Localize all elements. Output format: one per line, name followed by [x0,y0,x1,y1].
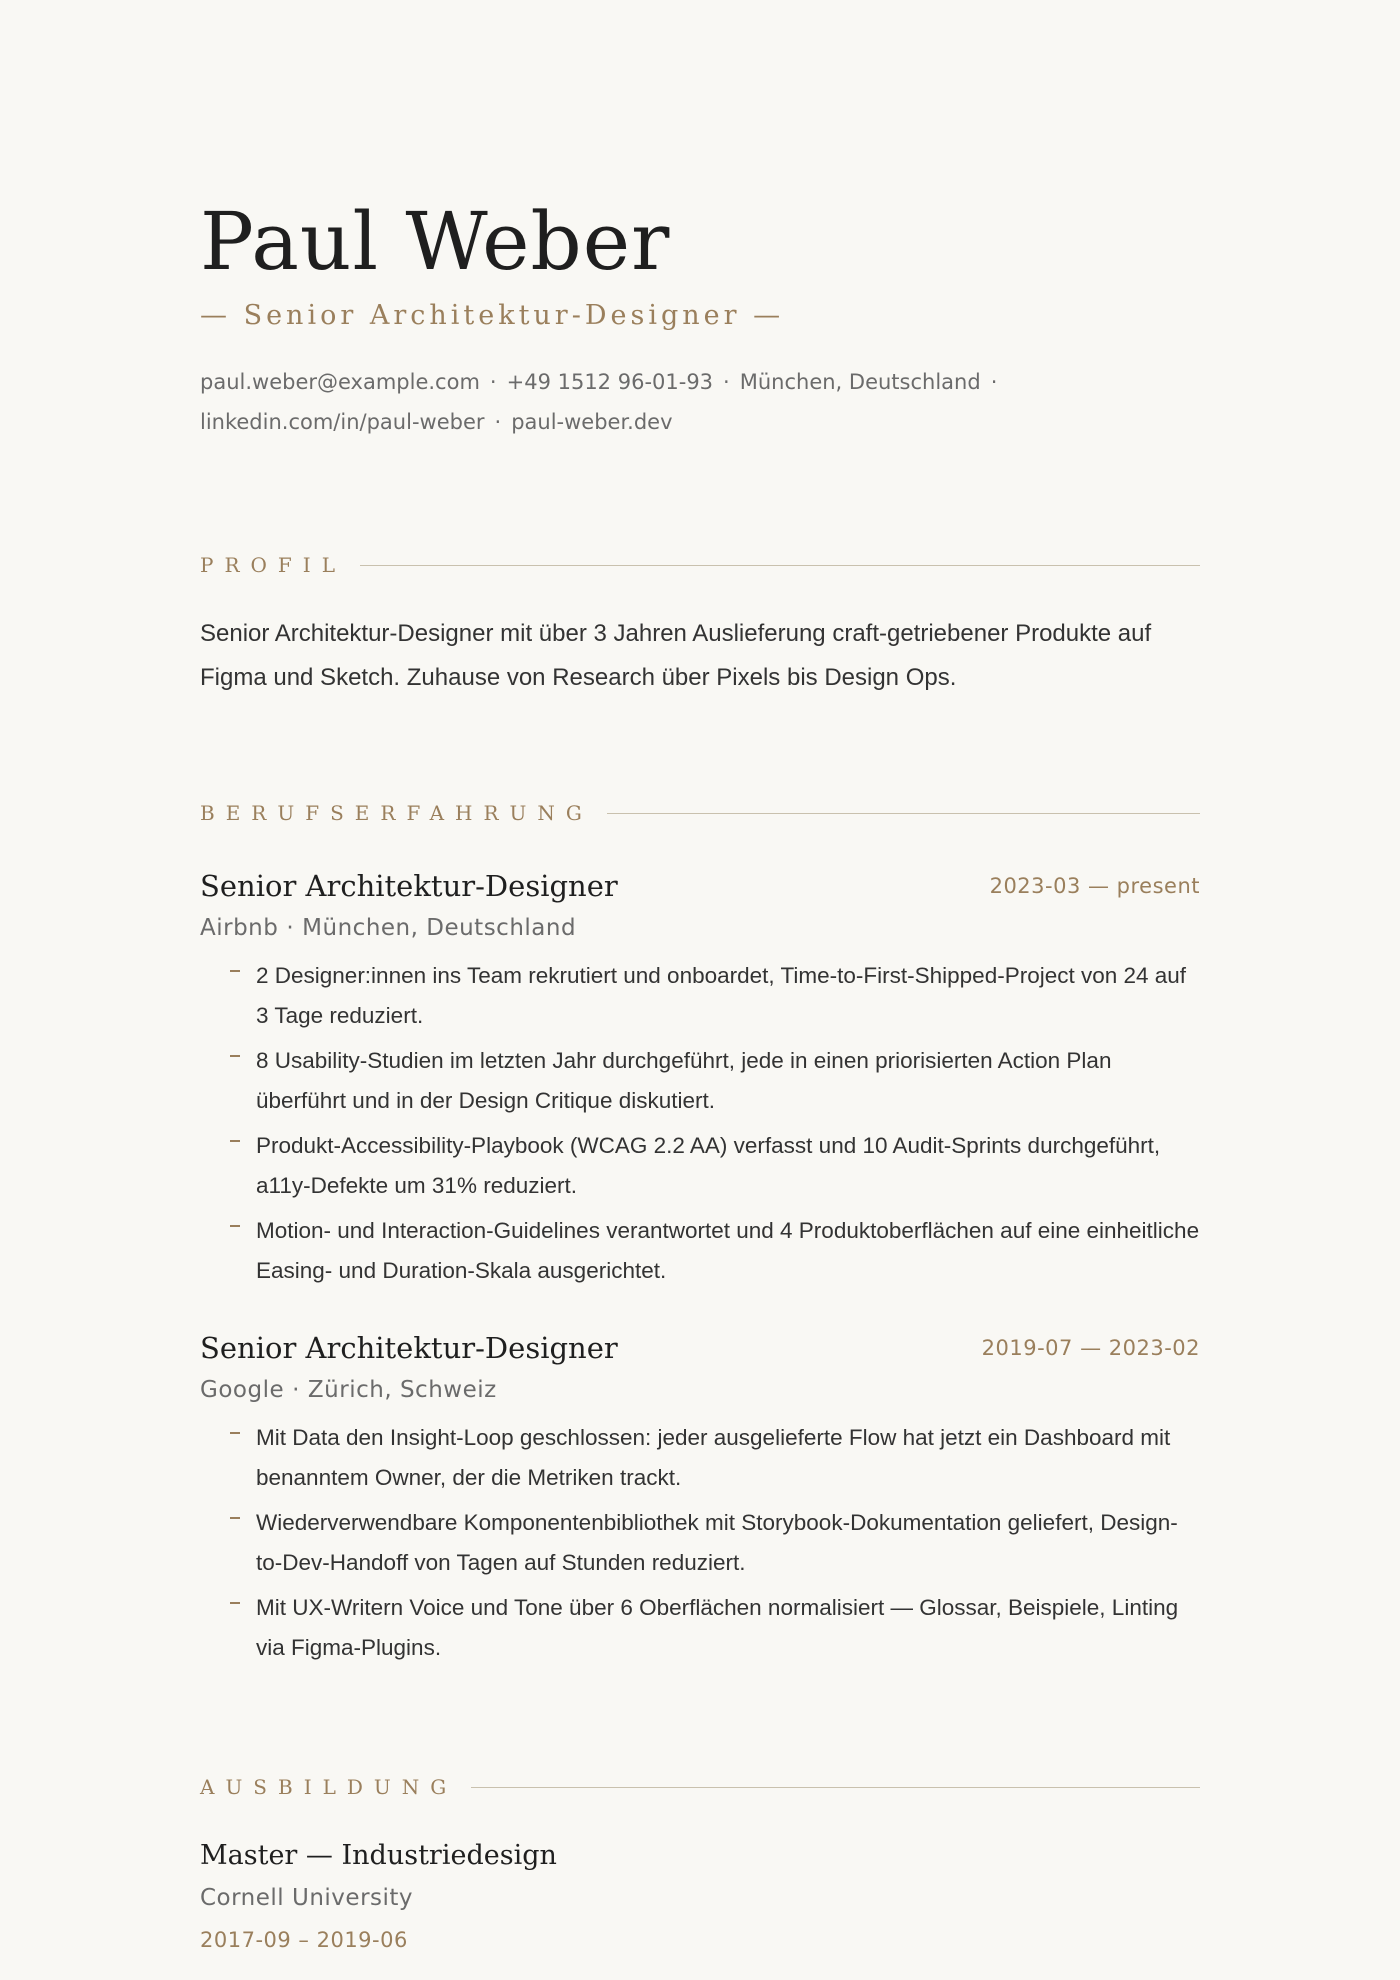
company-name: Google [200,1377,285,1403]
email-link[interactable]: paul.weber@example.com [200,370,480,394]
job-bullets [200,956,1200,1291]
bullet-item [200,956,1200,1036]
job-dates: 2023-03 — present [989,874,1200,898]
section-divider [607,813,1200,814]
job-dates: 2019-07 — 2023-02 [981,1336,1200,1360]
separator: · [286,915,295,941]
bullet-item [200,1503,1200,1583]
dash-icon [230,1432,240,1434]
job-title: Senior Architektur-Designer [200,869,618,903]
bullet-text: Produkt-Accessibility-Playbook (WCAG 2.2 AA) verfasst und 10 Audit-Sprints durchgeführt, a11y-Defekte um 31% reduziert. [256,1133,1161,1198]
dash-icon [230,1055,240,1057]
contact-info [200,362,1200,442]
dash-icon [230,1140,240,1142]
dash-icon [230,1517,240,1519]
job-title: Senior Architektur-Designer [200,1331,618,1365]
job-header [200,864,1200,908]
profile-summary: Senior Architektur-Designer mit über 3 Jahren Auslieferung craft-getriebener Produkte auf Figma und Sketch. Zuhause von Research über Pixels bis Design Ops. [200,620,1152,691]
bullet-text: Wiederverwendbare Komponentenbibliothek mit Storybook-Dokumentation geliefert, Design-to-Dev-Handoff von Tagen auf Stunden reduziert. [256,1510,1178,1575]
company-name: Airbnb [200,915,279,941]
bullet-item [200,1041,1200,1121]
section-header-experience [200,798,1200,828]
contact-line-2 [200,402,1200,442]
job-location: München, Deutschland [302,915,577,941]
bullet-text: 8 Usability-Studien im letzten Jahr durchgeführt, jede in einen priorisierten Action Plan überführt und in der Design Critique diskutiert. [256,1048,1112,1113]
job-company-line [200,908,1200,948]
contact-line-1 [200,362,1200,402]
separator: · [990,370,998,394]
separator: · [292,1377,300,1403]
person-name: Paul Weber [200,195,671,288]
section-label-profile: PROFIL [200,553,346,577]
bullet-item [200,1418,1200,1498]
section-label-experience: BERUFSERFAHRUNG [200,801,593,825]
dash-icon [230,970,240,972]
dash-icon [230,1225,240,1227]
section-label-education: AUSBILDUNG [200,1775,458,1799]
bullet-text: Mit Data den Insight-Loop geschlossen: jeder ausgelieferte Flow hat jetzt ein Dashboard mit benanntem Owner, der die Metriken trackt. [256,1425,1171,1490]
job-company-line [200,1370,1200,1410]
linkedin-link[interactable]: linkedin.com/in/paul-weber [200,410,485,434]
education-entry [200,1836,1200,1960]
website-link[interactable]: paul-weber.dev [511,410,673,434]
phone-number[interactable]: +49 1512 96-01-93 [506,370,714,394]
bullet-text: Motion- und Interaction-Guidelines verantwortet und 4 Produktoberflächen auf eine einheitliche Easing- und Duration-Skala ausgerichtet. [256,1218,1200,1283]
job-location: Zürich, Schweiz [307,1377,497,1403]
education-dates: 2017-09 – 2019-06 [200,1928,408,1952]
job-entry [200,1326,1200,1673]
dash-icon [230,1602,240,1604]
location: München, Deutschland [739,370,981,394]
bullet-item [200,1126,1200,1206]
job-header [200,1326,1200,1370]
section-header-profile [200,550,1200,580]
job-entry [200,864,1200,1296]
education-school: Cornell University [200,1885,414,1911]
bullet-text: 2 Designer:innen ins Team rekrutiert und onboardet, Time-to-First-Shipped-Project von 24 auf 3 Tage reduziert. [256,963,1187,1028]
education-degree: Master — Industriedesign [200,1840,557,1871]
section-divider [360,565,1200,566]
bullet-item [200,1211,1200,1291]
bullet-text: Mit UX-Writern Voice und Tone über 6 Oberflächen normalisiert — Glossar, Beispiele, Linting via Figma-Plugins. [256,1595,1179,1660]
separator: · [723,370,730,394]
section-divider [471,1787,1200,1788]
job-bullets [200,1418,1200,1668]
separator: · [489,370,497,394]
section-header-education [200,1772,1200,1802]
job-subtitle: — Senior Architektur-Designer — [200,300,785,331]
separator: · [494,410,502,434]
bullet-item [200,1588,1200,1668]
